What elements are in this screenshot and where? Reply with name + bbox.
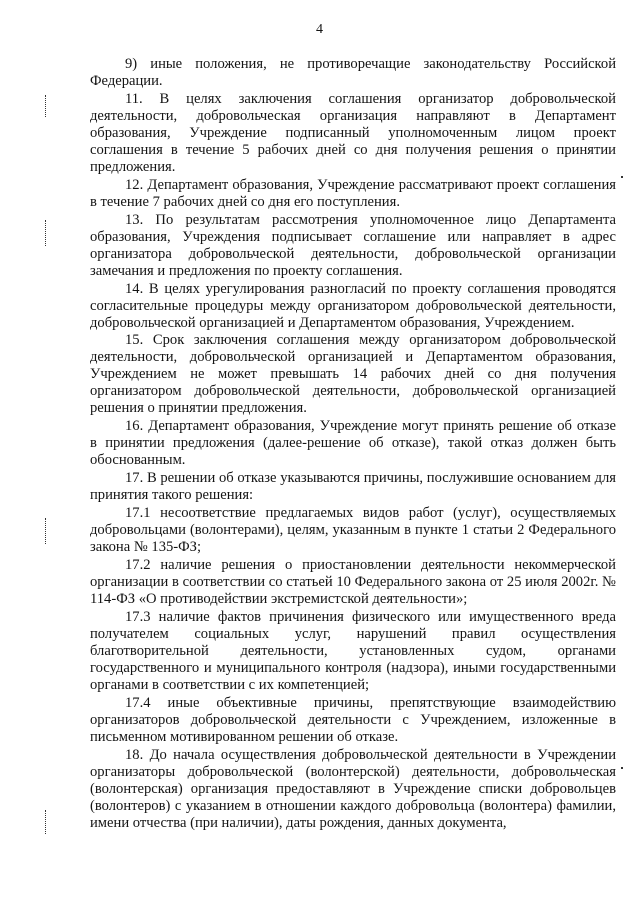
- paragraph-17-1: 17.1 несоответствие предлагаемых видов работ (услуг), осуществляемых добровольцами (волонтерами), целям, указанным в пункте 1 статьи 2 Федерального закона № 135-ФЗ;: [90, 505, 616, 556]
- paragraph-14: 14. В целях урегулирования разногласий по проекту соглашения проводятся согласительные процедуры между организатором добровольческой деятельности, добровольческой организацией и Департаментом образования, Учреждением.: [90, 280, 616, 331]
- paragraph-17: 17. В решении об отказе указываются причины, послужившие основанием для принятия такого решения:: [90, 470, 616, 504]
- paragraph-17-2: 17.2 наличие решения о приостановлении деятельности некоммерческой организации в соответствии со статьей 10 Федерального закона от 25 июля 2002г. № 114-ФЗ «О противодействии экстремистской деятельности»;: [90, 557, 616, 608]
- paragraph-17-4: 17.4 иные объективные причины, препятствующие взаимодействию организаторов добровольческой деятельности с Учреждением, изложенные в письменном мотивированном решении об отказе.: [90, 694, 616, 745]
- scan-artifact-mark: [45, 220, 46, 246]
- scan-artifact-mark: [45, 810, 46, 834]
- page-number: 4: [316, 22, 323, 37]
- scan-artifact-mark: [45, 518, 46, 544]
- paragraph-18: 18. До начала осуществления добровольческой деятельности в Учреждении организаторы добровольческой (волонтерской) деятельности, добровольческая (волонтерская) организация предоставляют в Учреждение списки добровольцев (волонтеров) с указанием в отношении каждого добровольца (волонтера) фамилии, имени отчества (при наличии), даты рождения, данных документа,: [90, 746, 616, 831]
- scan-artifact-mark: [45, 95, 46, 117]
- scan-artifact-dot: [621, 176, 623, 178]
- paragraph-17-3: 17.3 наличие фактов причинения физического или имущественного вреда получателем социальных услуг, нарушений правил осуществления благотворительной деятельности, установленных судом, органами государственного и муниципального контроля (надзора), иными государственными органами в соответствии с их компетенцией;: [90, 608, 616, 693]
- paragraph-16: 16. Департамент образования, Учреждение могут принять решение об отказе в принятии предложения (далее-решение об отказе), такой отказ должен быть обоснованным.: [90, 418, 616, 469]
- paragraph-item-9: 9) иные положения, не противоречащие законодательству Российской Федерации.: [90, 56, 616, 89]
- paragraph-12: 12. Департамент образования, Учреждение рассматривают проект соглашения в течение 7 рабочих дней со дня его поступления.: [90, 176, 616, 210]
- scan-artifact-dot: [621, 767, 623, 769]
- paragraph-11: 11. В целях заключения соглашения организатор добровольческой деятельности, добровольческая организация направляют в Департамент образования, Учреждение подписанный уполномоченным лицом проект соглашения в течение 5 рабочих дней со дня получения решения о принятии предложения.: [90, 90, 616, 175]
- document-body: [90, 56, 616, 833]
- paragraph-13: 13. По результатам рассмотрения уполномоченное лицо Департамента образования, Учреждения подписывает соглашение или направляет в адрес организатора добровольческой деятельности, добровольческой организации замечания и предложения по проекту соглашения.: [90, 211, 616, 279]
- paragraph-15: 15. Срок заключения соглашения между организатором добровольческой деятельности, добровольческой организацией и Департаментом образования, Учреждением не может превышать 14 рабочих дней со дня получения организатором добровольческой деятельности, добровольческой организацией решения о принятии предложения.: [90, 332, 616, 417]
